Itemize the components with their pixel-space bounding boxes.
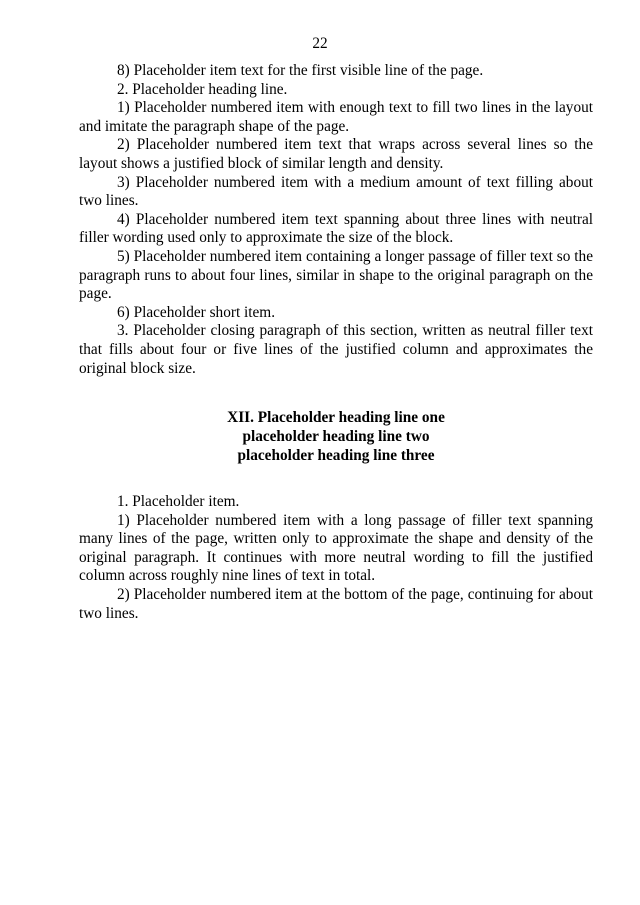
section-heading-line: placeholder heading line three <box>237 447 435 465</box>
paragraph: 1. Placeholder item. <box>117 493 240 511</box>
paragraph: 2. Placeholder heading line. <box>117 80 288 98</box>
paragraph: 8) Placeholder item text for the first visible line of the page. <box>117 62 484 79</box>
document-body <box>79 62 593 623</box>
section-heading-line: XII. Placeholder heading line one <box>227 409 445 427</box>
paragraph: 2) Placeholder numbered item at the bottom of the page, continuing for about two lines. <box>79 586 593 622</box>
paragraph: 1) Placeholder numbered item with a long passage of filler text spanning many lines of the page, written only to approximate the shape and density of the original paragraph. It continues with more neutral wording to fill the justified column across roughly nine lines of text in total. <box>79 511 593 585</box>
page-number: 22 <box>312 35 328 52</box>
paragraph: 3. Placeholder closing paragraph of this section, written as neutral filler text that fills about four or five lines of the justified column and approximates the original block size. <box>79 322 593 377</box>
paragraph: 2) Placeholder numbered item text that wraps across several lines so the layout shows a justified block of similar length and density. <box>79 136 593 172</box>
paragraph: 3) Placeholder numbered item with a medium amount of text filling about two lines. <box>79 173 593 210</box>
section-heading-line: placeholder heading line two <box>242 428 430 446</box>
section-heading <box>79 408 593 465</box>
paragraph: 5) Placeholder numbered item containing a longer passage of filler text so the paragraph runs to about four lines, similar in shape to the original paragraph on the page. <box>79 247 593 303</box>
paragraph: 4) Placeholder numbered item text spanning about three lines with neutral filler wording used only to approximate the size of the block. <box>79 210 593 247</box>
paragraph: 6) Placeholder short item. <box>117 303 276 321</box>
paragraph: 1) Placeholder numbered item with enough text to fill two lines in the layout and imitate the paragraph shape of the page. <box>79 99 593 135</box>
